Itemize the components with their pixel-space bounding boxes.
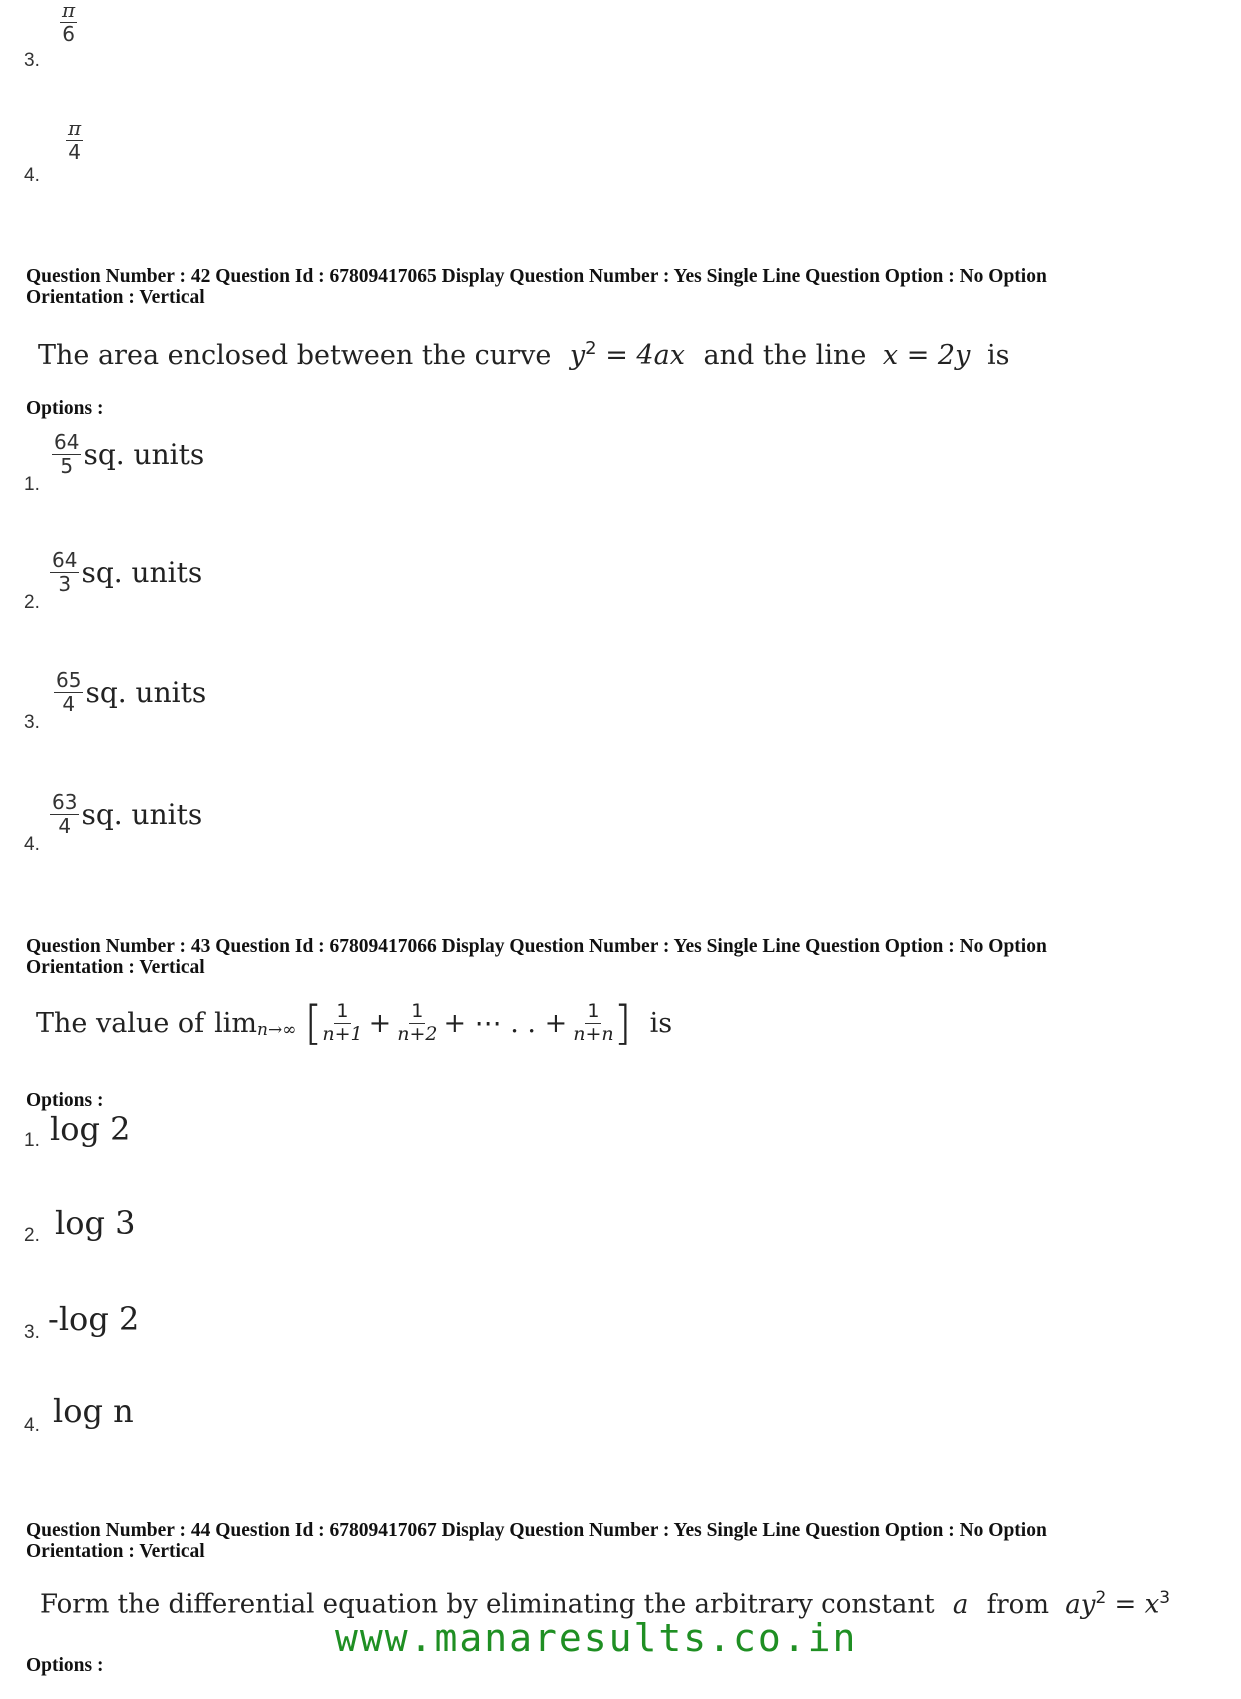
q43-frac3-num: 1 bbox=[587, 999, 600, 1022]
q42-option-2-numerator: 64 bbox=[52, 548, 78, 572]
q44-const: a bbox=[952, 1589, 969, 1620]
q42-option-3-unit: sq. units bbox=[85, 676, 207, 709]
q43-option-2-number: 2. bbox=[24, 1225, 40, 1246]
q43-frac1-num: 1 bbox=[336, 999, 349, 1022]
q42-option-4-numerator: 63 bbox=[52, 790, 78, 814]
q42-option-1-numerator: 64 bbox=[54, 430, 80, 454]
q43-left-bracket: [ bbox=[304, 996, 323, 1050]
top-option-4-numerator: π bbox=[68, 116, 82, 140]
q42-text-middle: and the line bbox=[703, 340, 867, 371]
q44-options-label: Options : bbox=[26, 1655, 104, 1676]
q44-meta-line1: Question Number : 44 Question Id : 67809417067 Display Question Number : Yes Single Line Question Option : No Option bbox=[26, 1520, 1047, 1541]
q43-option-1-number: 1. bbox=[24, 1130, 40, 1151]
q43-frac3-den: n+n bbox=[573, 1022, 614, 1045]
q44-meta bbox=[26, 1520, 1206, 1562]
q42-option-1-denominator: 5 bbox=[60, 454, 74, 478]
q43-text-after: is bbox=[649, 1007, 673, 1039]
q42-option-1-number: 1. bbox=[24, 474, 40, 495]
q43-frac1-den: n+1 bbox=[322, 1022, 363, 1045]
q42-curve-lhs: y bbox=[569, 340, 586, 371]
q42-option-2-number: 2. bbox=[24, 592, 40, 613]
q43-option-4-value bbox=[53, 1392, 134, 1430]
q42-text-after: is bbox=[986, 340, 1010, 371]
q42-meta bbox=[26, 266, 1206, 308]
q42-curve-rhs: = 4ax bbox=[605, 340, 685, 371]
q42-option-3-numerator: 65 bbox=[56, 668, 82, 692]
q42-option-2-value bbox=[50, 550, 202, 595]
q43-lim-sub: n→∞ bbox=[257, 1020, 297, 1040]
q42-options-label: Options : bbox=[26, 398, 104, 419]
q43-meta-line1: Question Number : 43 Question Id : 67809417066 Display Question Number : Yes Single Line Question Option : No Option bbox=[26, 936, 1047, 957]
top-option-3-fraction bbox=[60, 0, 77, 45]
q42-line-eq: x = 2y bbox=[882, 340, 971, 371]
watermark: www.manaresults.co.in bbox=[335, 1616, 858, 1660]
q43-frac2-num: 1 bbox=[411, 999, 424, 1022]
q44-question-text bbox=[40, 1588, 1170, 1620]
q44-meta-line2: Orientation : Vertical bbox=[26, 1541, 205, 1562]
q43-options-label: Options : bbox=[26, 1090, 104, 1111]
q42-option-3-value bbox=[54, 670, 206, 715]
q43-option-2-value: log 3 bbox=[55, 1204, 136, 1242]
q43-meta-line2: Orientation : Vertical bbox=[26, 957, 205, 978]
q42-option-2-denominator: 3 bbox=[58, 572, 72, 596]
q43-frac2-den: n+2 bbox=[397, 1022, 438, 1045]
q44-text-before: Form the differential equation by eliminating the arbitrary constant bbox=[40, 1589, 935, 1620]
q42-question-text bbox=[38, 338, 1009, 371]
q42-option-2-unit: sq. units bbox=[81, 556, 203, 589]
top-option-4-denominator: 4 bbox=[68, 140, 81, 164]
q44-eq-lhs: ay bbox=[1065, 1589, 1096, 1620]
q42-option-1-unit: sq. units bbox=[83, 438, 205, 471]
q42-meta-line2: Orientation : Vertical bbox=[26, 287, 205, 308]
q42-option-1-value bbox=[52, 432, 204, 477]
q42-option-4-unit: sq. units bbox=[81, 798, 203, 831]
q43-option-4-number: 4. bbox=[24, 1415, 40, 1436]
q43-option-3-value: -log 2 bbox=[48, 1300, 140, 1338]
q42-option-4-number: 4. bbox=[24, 834, 40, 855]
q43-question-text bbox=[36, 996, 672, 1050]
q43-text-before: The value of bbox=[36, 1007, 205, 1039]
q42-meta-line1: Question Number : 42 Question Id : 67809417065 Display Question Number : Yes Single Line Question Option : No Option bbox=[26, 266, 1047, 287]
top-option-3-number: 3. bbox=[24, 50, 40, 71]
q43-dots: + ⋯ . . + bbox=[443, 1007, 568, 1039]
q43-option-1-value: log 2 bbox=[50, 1110, 131, 1148]
top-option-3-denominator: 6 bbox=[62, 22, 75, 46]
q42-option-4-value bbox=[50, 792, 202, 837]
q42-text-before: The area enclosed between the curve bbox=[38, 340, 552, 371]
q42-option-4-denominator: 4 bbox=[58, 814, 72, 838]
q44-eq-rhs: = x bbox=[1114, 1589, 1160, 1620]
q42-option-3-number: 3. bbox=[24, 712, 40, 733]
top-option-4-fraction bbox=[66, 118, 83, 163]
q43-option-4-text: log n bbox=[53, 1392, 134, 1430]
top-option-4-number: 4. bbox=[24, 165, 40, 186]
q44-eq-rhs-exp: 3 bbox=[1159, 1588, 1171, 1608]
top-option-3-numerator: π bbox=[62, 0, 76, 22]
q42-curve-exp: 2 bbox=[585, 338, 597, 359]
q43-meta bbox=[26, 936, 1206, 978]
q43-right-bracket: ] bbox=[613, 996, 632, 1050]
q43-plus: + bbox=[368, 1007, 392, 1039]
q44-text-middle: from bbox=[986, 1589, 1049, 1620]
q44-eq-lhs-exp: 2 bbox=[1095, 1588, 1107, 1608]
q43-option-3-number: 3. bbox=[24, 1322, 40, 1343]
q42-option-3-denominator: 4 bbox=[62, 692, 76, 716]
q43-lim: lim bbox=[214, 1007, 258, 1039]
